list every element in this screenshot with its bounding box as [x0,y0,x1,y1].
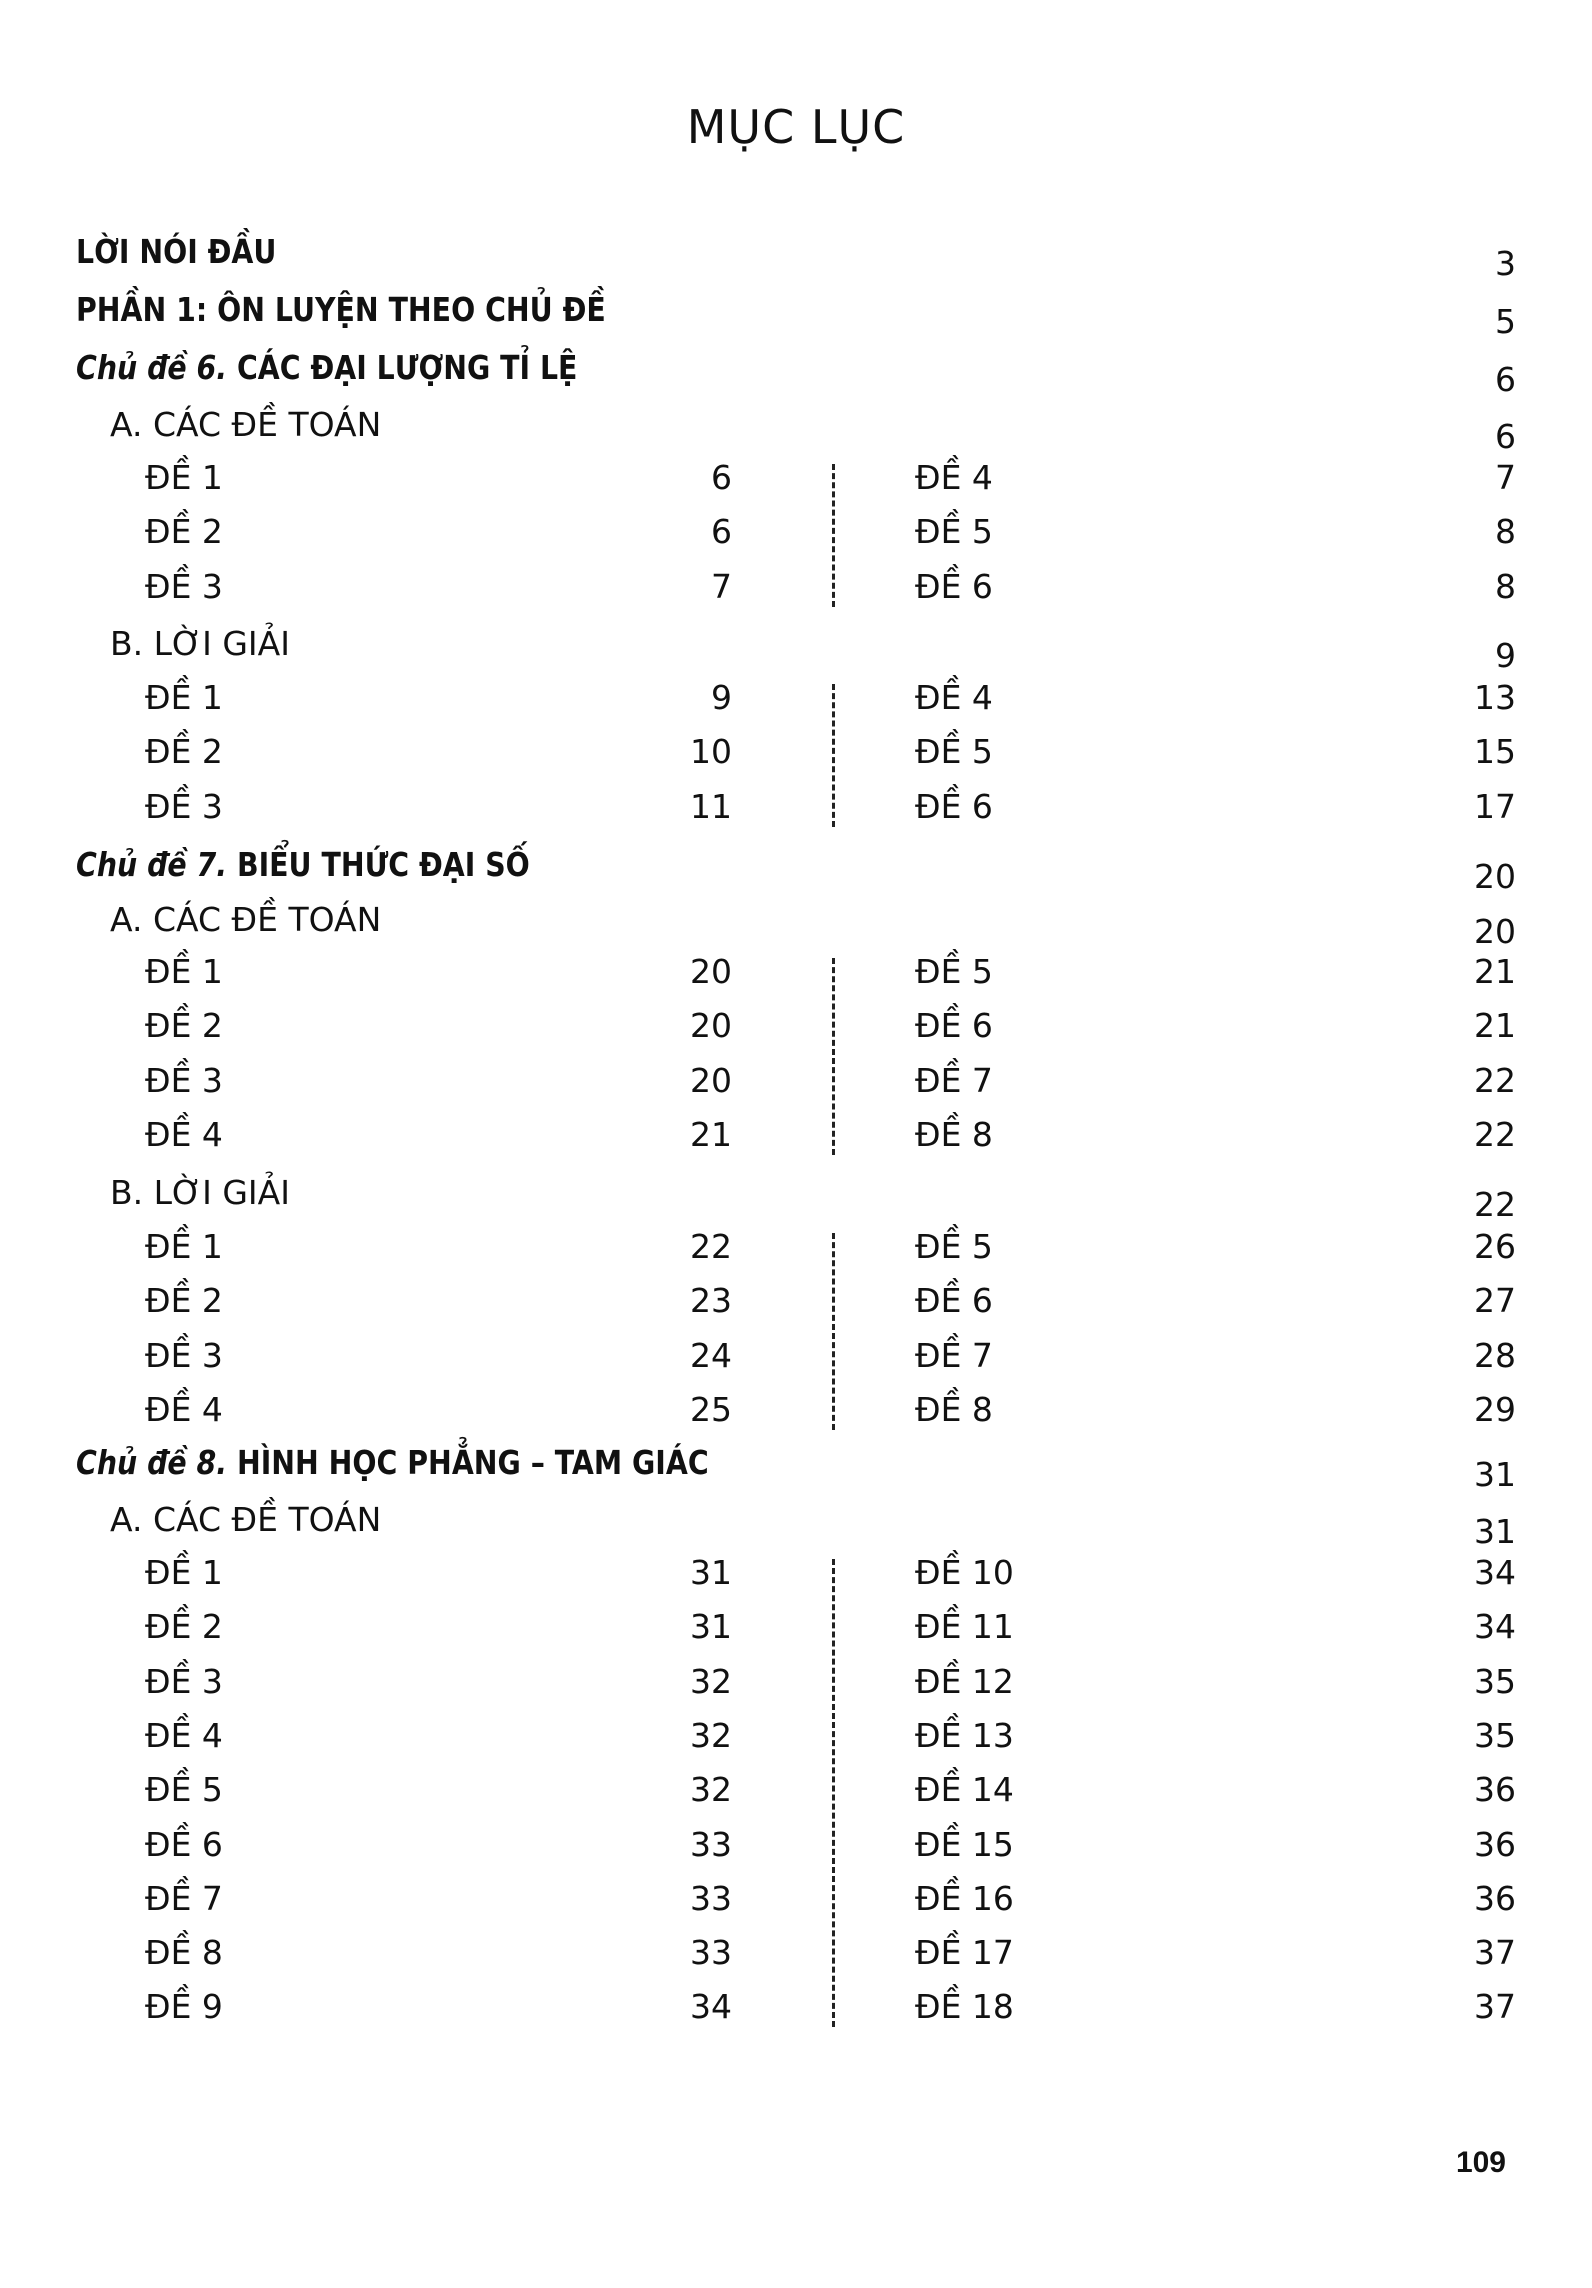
column-divider [832,1559,835,2027]
toc-exam-left-page: 24 [690,1335,732,1375]
toc-exam-right-page: 22 [1474,1114,1516,1154]
toc-exam-left-page: 34 [690,1987,732,2027]
column-divider [832,684,835,827]
toc-exam-left-label[interactable]: ĐỀ 3 [145,1661,223,1701]
toc-section-page: 20 [1474,912,1516,951]
toc-exam-right-page: 37 [1474,1933,1516,1973]
toc-exam-right-page: 28 [1474,1335,1516,1375]
toc-exam-left-label[interactable]: ĐỀ 4 [145,1389,223,1429]
toc-exam-left-label[interactable]: ĐỀ 2 [145,1281,223,1321]
toc-section-label: B. LỜI GIẢI [110,624,290,663]
toc-section-page: 31 [1474,1512,1516,1551]
toc-exam-right-label[interactable]: ĐỀ 10 [915,1553,1014,1592]
toc-exam-left-label[interactable]: ĐỀ 3 [145,786,223,826]
toc-exam-right-page: 35 [1474,1715,1516,1755]
toc-entry-page: 5 [1495,302,1516,341]
toc-section-label: A. CÁC ĐỀ TOÁN [110,405,382,444]
toc-section-label: A. CÁC ĐỀ TOÁN [110,1500,382,1539]
toc-exam-row [0,1662,1592,1712]
toc-exam-right-label[interactable]: ĐỀ 8 [915,1389,993,1429]
toc-exam-row [0,1390,1592,1440]
toc-exam-left-page: 21 [690,1114,732,1154]
toc-exam-right-page: 37 [1474,1987,1516,2027]
toc-exam-left-page: 7 [711,566,732,606]
toc-exam-right-page: 27 [1474,1281,1516,1321]
toc-exam-right-label[interactable]: ĐỀ 6 [915,1281,993,1321]
toc-exam-left-page: 32 [690,1770,732,1810]
toc-exam-left-label[interactable]: ĐỀ 6 [145,1824,223,1864]
toc-exam-row [0,1825,1592,1875]
toc-topic-label [76,845,530,884]
toc-section-page: 9 [1495,636,1516,675]
page-number: 109 [1455,2146,1506,2179]
toc-exam-right-page: 7 [1495,458,1516,497]
toc-exam-row [0,952,1592,1002]
toc-section[interactable] [76,1173,1516,1223]
toc-exam-right-label[interactable]: ĐỀ 11 [915,1607,1014,1647]
toc-exam-left-page: 31 [690,1607,732,1647]
toc-exam-row [0,1770,1592,1820]
toc-exam-right-label[interactable]: ĐỀ 5 [915,512,993,552]
toc-exam-row [0,1281,1592,1331]
toc-exam-right-label[interactable]: ĐỀ 14 [915,1770,1014,1810]
toc-exam-row [0,1006,1592,1056]
column-divider [832,1233,835,1430]
toc-exam-left-label[interactable]: ĐỀ 1 [145,1227,223,1266]
toc-exam-row [0,458,1592,508]
toc-exam-right-label[interactable]: ĐỀ 5 [915,732,993,772]
toc-exam-left-page: 33 [690,1824,732,1864]
toc-section[interactable] [76,405,1516,455]
toc-exam-left-page: 9 [711,678,732,717]
toc-exam-right-label[interactable]: ĐỀ 16 [915,1878,1014,1918]
toc-topic-prefix: Chủ đề 6. [76,348,228,387]
toc-exam-left-label[interactable]: ĐỀ 4 [145,1715,223,1755]
toc-exam-left-label[interactable]: ĐỀ 1 [145,1553,223,1592]
toc-exam-left-page: 11 [690,786,732,826]
toc-exam-row [0,1716,1592,1766]
toc-exam-left-page: 20 [690,952,732,991]
toc-exam-right-label[interactable]: ĐỀ 13 [915,1715,1014,1755]
toc-exam-row [0,678,1592,728]
toc-exam-row [0,787,1592,837]
toc-exam-right-page: 21 [1474,952,1516,991]
toc-section[interactable] [76,1500,1516,1550]
toc-exam-right-label[interactable]: ĐỀ 5 [915,1227,993,1266]
toc-exam-right-label[interactable]: ĐỀ 15 [915,1824,1014,1864]
toc-exam-left-page: 25 [690,1389,732,1429]
column-divider [832,464,835,607]
toc-exam-left-label[interactable]: ĐỀ 8 [145,1933,223,1973]
toc-exam-row [0,1553,1592,1603]
toc-exam-row [0,1061,1592,1111]
toc-section-page: 22 [1474,1185,1516,1224]
toc-topic-7[interactable] [76,845,1516,895]
toc-exam-right-label[interactable]: ĐỀ 4 [915,458,993,497]
toc-exam-right-label[interactable]: ĐỀ 8 [915,1114,993,1154]
toc-exam-left-page: 32 [690,1715,732,1755]
toc-exam-right-page: 8 [1495,566,1516,606]
toc-exam-right-label[interactable]: ĐỀ 18 [915,1987,1014,2027]
toc-exam-left-label[interactable]: ĐỀ 2 [145,512,223,552]
toc-section-label: B. LỜI GIẢI [110,1173,290,1212]
toc-exam-right-label[interactable]: ĐỀ 6 [915,566,993,606]
toc-exam-right-page: 34 [1474,1553,1516,1592]
toc-exam-right-label[interactable]: ĐỀ 12 [915,1661,1014,1701]
toc-topic-label [76,348,577,387]
toc-exam-row [0,1607,1592,1657]
toc-exam-left-label[interactable]: ĐỀ 4 [145,1114,223,1154]
toc-exam-right-label[interactable]: ĐỀ 6 [915,786,993,826]
page-title: MỤC LỤC [686,100,906,154]
toc-exam-right-page: 26 [1474,1227,1516,1266]
toc-exam-row [0,1336,1592,1386]
toc-exam-left-page: 20 [690,1006,732,1046]
toc-topic-page: 31 [1474,1455,1516,1494]
toc-exam-right-page: 22 [1474,1060,1516,1100]
toc-exam-left-label[interactable]: ĐỀ 3 [145,1335,223,1375]
column-divider [832,958,835,1155]
toc-exam-left-label[interactable]: ĐỀ 3 [145,1060,223,1100]
toc-exam-left-label[interactable]: ĐỀ 2 [145,1006,223,1046]
toc-exam-left-label[interactable]: ĐỀ 5 [145,1770,223,1810]
toc-exam-right-label[interactable]: ĐỀ 7 [915,1335,993,1375]
toc-exam-right-page: 8 [1495,512,1516,552]
toc-exam-right-label[interactable]: ĐỀ 5 [915,952,993,991]
toc-entry-preface[interactable] [76,232,1516,282]
toc-exam-row [0,1115,1592,1165]
toc-exam-right-page: 29 [1474,1389,1516,1429]
toc-topic-title: CÁC ĐẠI LƯỢNG TỈ LỆ [236,348,578,387]
toc-exam-right-label[interactable]: ĐỀ 4 [915,678,993,717]
toc-exam-row [0,1933,1592,1983]
toc-entry-part1[interactable] [76,290,1516,340]
toc-exam-right-page: 36 [1474,1770,1516,1810]
toc-topic-6[interactable] [76,348,1516,398]
toc-entry-label: PHẦN 1: ÔN LUYỆN THEO CHỦ ĐỀ [76,290,606,329]
toc-exam-left-label[interactable]: ĐỀ 2 [145,732,223,772]
toc-section[interactable] [76,900,1516,950]
toc-topic-prefix: Chủ đề 8. [76,1443,228,1482]
toc-topic-title: HÌNH HỌC PHẲNG – TAM GIÁC [236,1443,709,1482]
toc-exam-right-page: 34 [1474,1607,1516,1647]
toc-exam-row [0,567,1592,617]
toc-exam-row [0,1987,1592,2037]
toc-exam-right-label[interactable]: ĐỀ 6 [915,1006,993,1046]
toc-section-label: A. CÁC ĐỀ TOÁN [110,900,382,939]
toc-topic-8[interactable] [76,1443,1516,1493]
toc-topic-label [76,1443,709,1482]
toc-exam-right-page: 15 [1474,732,1516,772]
toc-exam-right-page: 36 [1474,1878,1516,1918]
toc-exam-left-label[interactable]: ĐỀ 3 [145,566,223,606]
toc-exam-left-label[interactable]: ĐỀ 2 [145,1607,223,1647]
toc-exam-right-page: 35 [1474,1661,1516,1701]
toc-entry-page: 3 [1495,244,1516,283]
toc-exam-left-label[interactable]: ĐỀ 1 [145,952,223,991]
toc-section-page: 6 [1495,417,1516,456]
toc-exam-right-page: 13 [1474,678,1516,717]
toc-exam-left-page: 33 [690,1933,732,1973]
toc-exam-row [0,1227,1592,1277]
toc-exam-left-page: 6 [711,458,732,497]
toc-exam-left-page: 32 [690,1661,732,1701]
toc-exam-left-page: 10 [690,732,732,772]
toc-exam-left-label[interactable]: ĐỀ 1 [145,458,223,497]
toc-exam-left-label[interactable]: ĐỀ 1 [145,678,223,717]
toc-entry-label: LỜI NÓI ĐẦU [76,232,277,271]
toc-topic-page: 20 [1474,857,1516,896]
toc-topic-title: BIỂU THỨC ĐẠI SỐ [236,845,530,884]
toc-exam-left-page: 23 [690,1281,732,1321]
toc-exam-left-label[interactable]: ĐỀ 7 [145,1878,223,1918]
toc-exam-left-page: 20 [690,1060,732,1100]
toc-exam-left-page: 6 [711,512,732,552]
toc-exam-left-label[interactable]: ĐỀ 9 [145,1987,223,2027]
toc-exam-row [0,512,1592,562]
toc-exam-left-page: 31 [690,1553,732,1592]
toc-exam-right-label[interactable]: ĐỀ 17 [915,1933,1014,1973]
toc-exam-row [0,1879,1592,1929]
toc-topic-page: 6 [1495,360,1516,399]
toc-exam-left-page: 22 [690,1227,732,1266]
toc-exam-right-page: 36 [1474,1824,1516,1864]
toc-exam-left-page: 33 [690,1878,732,1918]
toc-topic-prefix: Chủ đề 7. [76,845,228,884]
toc-exam-right-page: 21 [1474,1006,1516,1046]
toc-exam-row [0,732,1592,782]
toc-section[interactable] [76,624,1516,674]
toc-exam-right-page: 17 [1474,786,1516,826]
toc-exam-right-label[interactable]: ĐỀ 7 [915,1060,993,1100]
